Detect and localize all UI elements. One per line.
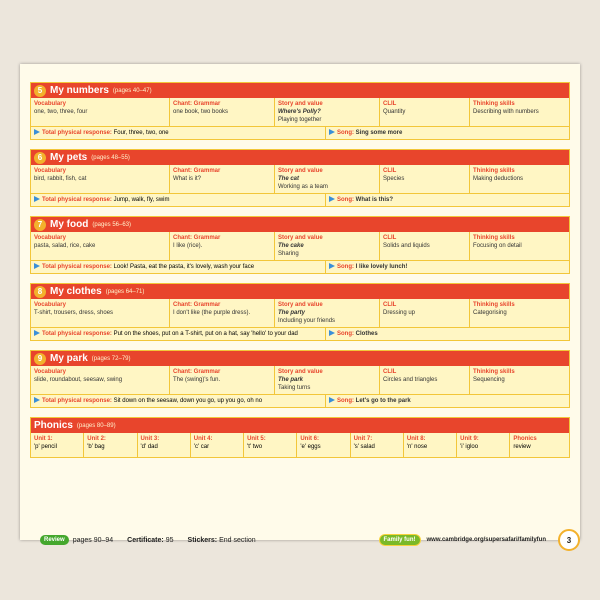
clil-header: CLIL xyxy=(383,369,397,375)
story-title: The cat xyxy=(278,176,300,182)
phonics-cell-header: Unit 5: xyxy=(247,436,266,442)
flag-icon xyxy=(34,397,40,403)
phonics-cell-value: 't' two xyxy=(247,444,263,450)
tpr-label: Total physical response: xyxy=(42,130,112,136)
vocabulary-cell xyxy=(31,98,170,126)
flag-icon xyxy=(329,196,335,202)
unit-block-8 xyxy=(30,283,570,341)
syllabus-page xyxy=(20,64,580,545)
thinking-header: Thinking skills xyxy=(473,369,515,375)
thinking-text: Describing with numbers xyxy=(473,109,539,115)
thinking-header: Thinking skills xyxy=(473,302,515,308)
chant-header: Chant: Grammar xyxy=(173,101,221,107)
thinking-text: Sequencing xyxy=(473,377,505,383)
chant-header: Chant: Grammar xyxy=(173,235,221,241)
stickers-label: Stickers: xyxy=(187,536,218,544)
thinking-text: Making deductions xyxy=(473,176,524,182)
unit-block-phonics xyxy=(30,417,570,458)
chant-text: The (swing)'s fun. xyxy=(173,377,221,383)
flag-icon xyxy=(34,330,40,336)
thinking-cell xyxy=(470,366,569,394)
unit-columns xyxy=(31,165,569,193)
story-value: Taking turns xyxy=(278,385,311,391)
phonics-cell-value: 's' salad xyxy=(353,444,375,450)
phonics-cell-value: 'b' bag xyxy=(87,444,105,450)
thinking-cell xyxy=(470,98,569,126)
phonics-cell-header: Unit 8: xyxy=(406,436,426,442)
clil-cell xyxy=(380,165,470,193)
unit-bottom-row xyxy=(31,126,569,139)
song-cell xyxy=(326,127,569,139)
vocabulary-header: Vocabulary xyxy=(34,168,66,174)
tpr-text: Put on the shoes, put on a T-shirt, put on a hat, say 'hello' to your dad xyxy=(113,331,298,337)
chant-header: Chant: Grammar xyxy=(173,168,221,174)
flag-icon xyxy=(329,129,335,135)
phonics-cell-value: 'd' dad xyxy=(140,444,158,450)
unit-number-badge: 8 xyxy=(34,286,46,298)
chant-cell xyxy=(170,98,275,126)
clil-header: CLIL xyxy=(383,235,397,241)
tpr-text: Sit down on the seesaw, down you go, up you go, oh no xyxy=(113,398,263,404)
song-title: Sing some more xyxy=(355,130,403,136)
story-value: Playing together xyxy=(278,117,322,123)
tpr-cell xyxy=(31,194,326,206)
thinking-text: Focusing on detail xyxy=(473,243,522,249)
tpr-text: Four, three, two, one xyxy=(113,130,169,136)
story-cell xyxy=(275,299,380,327)
flag-icon xyxy=(329,330,335,336)
unit-number-badge: 5 xyxy=(34,85,46,97)
chant-text: I like (rice). xyxy=(173,243,203,249)
unit-pages: (pages 64–71) xyxy=(105,288,145,295)
clil-cell xyxy=(380,299,470,327)
phonics-cell-header: Unit 9: xyxy=(460,436,479,442)
phonics-cell-header: Unit 3: xyxy=(140,436,160,442)
tpr-cell xyxy=(31,127,326,139)
unit-header xyxy=(31,418,569,433)
phonics-cell-value: review xyxy=(513,444,531,450)
story-value: Sharing xyxy=(278,251,299,257)
story-cell xyxy=(275,366,380,394)
clil-text: Species xyxy=(383,176,405,182)
phonics-cell-header: Unit 7: xyxy=(353,436,373,442)
flag-icon xyxy=(34,129,40,135)
unit-header xyxy=(31,217,569,232)
chant-cell xyxy=(170,165,275,193)
unit-pages: (pages 48–55) xyxy=(91,154,130,161)
thinking-cell xyxy=(470,232,569,260)
clil-header: CLIL xyxy=(383,302,397,308)
thinking-cell xyxy=(470,299,569,327)
unit-header xyxy=(31,150,569,165)
unit-block-9 xyxy=(30,350,570,408)
vocabulary-text: one, two, three, four xyxy=(34,109,88,115)
phonics-cell xyxy=(297,433,350,457)
chant-cell xyxy=(170,232,275,260)
tpr-text: Look! Pasta, eat the pasta, it's lovely, wash your face xyxy=(113,264,255,270)
unit-number-badge: 6 xyxy=(34,152,46,164)
phonics-cell xyxy=(84,433,137,457)
unit-bottom-row xyxy=(31,260,569,273)
family-fun-url[interactable]: www.cambridge.org/supersafari/familyfun xyxy=(426,537,546,543)
phonics-cell-header: Unit 1: xyxy=(34,436,53,442)
unit-bottom-row xyxy=(31,193,569,206)
phonics-cell xyxy=(31,433,84,457)
flag-icon xyxy=(329,397,335,403)
unit-number-badge: 7 xyxy=(34,219,46,231)
clil-text: Dressing up xyxy=(383,310,416,316)
unit-pages: (pages 56–63) xyxy=(92,221,132,228)
song-cell xyxy=(326,395,569,407)
song-label: Song: xyxy=(337,398,354,404)
vocabulary-text: pasta, salad, rice, cake xyxy=(34,243,96,249)
footer xyxy=(40,530,580,550)
unit-columns xyxy=(31,366,569,394)
unit-header xyxy=(31,83,569,98)
story-cell xyxy=(275,165,380,193)
thinking-cell xyxy=(470,165,569,193)
phonics-cell-value: 'c' car xyxy=(193,444,210,450)
certificate-label: Certificate: xyxy=(127,536,164,544)
tpr-text: Jump, walk, fly, swim xyxy=(113,197,170,203)
phonics-cell-header: Unit 2: xyxy=(87,436,106,442)
phonics-cell xyxy=(138,433,191,457)
story-header: Story and value xyxy=(278,101,323,107)
vocabulary-cell xyxy=(31,299,170,327)
clil-cell xyxy=(380,366,470,394)
story-title: The party xyxy=(278,310,306,316)
review-pages: pages 90–94 xyxy=(72,536,114,544)
song-title: Clothes xyxy=(355,331,378,337)
unit-bottom-row xyxy=(31,327,569,340)
clil-header: CLIL xyxy=(383,101,397,107)
tpr-cell xyxy=(31,261,326,273)
story-cell xyxy=(275,98,380,126)
phonics-cell xyxy=(510,433,569,457)
unit-pages: (pages 80–89) xyxy=(76,422,116,429)
tpr-label: Total physical response: xyxy=(42,398,112,404)
song-cell xyxy=(326,261,569,273)
review-badge: Review xyxy=(40,535,69,545)
unit-columns xyxy=(31,98,569,126)
tpr-cell xyxy=(31,328,326,340)
phonics-cell-header: Unit 4: xyxy=(193,436,213,442)
story-title: The park xyxy=(278,377,304,383)
flag-icon xyxy=(34,263,40,269)
flag-icon xyxy=(34,196,40,202)
unit-title: Phonics xyxy=(34,420,73,431)
vocabulary-header: Vocabulary xyxy=(34,101,66,107)
phonics-cell xyxy=(244,433,297,457)
song-label: Song: xyxy=(337,197,354,203)
vocabulary-cell xyxy=(31,366,170,394)
thinking-header: Thinking skills xyxy=(473,235,515,241)
story-title: The cake xyxy=(278,243,304,249)
tpr-cell xyxy=(31,395,326,407)
stickers-value: End section xyxy=(219,536,256,544)
song-label: Song: xyxy=(337,264,354,270)
clil-cell xyxy=(380,98,470,126)
phonics-cell-value: 'p' pencil xyxy=(34,444,57,450)
tpr-label: Total physical response: xyxy=(42,197,112,203)
unit-title: My food xyxy=(50,219,89,230)
song-label: Song: xyxy=(337,130,354,136)
story-header: Story and value xyxy=(278,235,323,241)
vocabulary-text: T-shirt, trousers, dress, shoes xyxy=(34,310,114,316)
clil-text: Quantity xyxy=(383,109,406,115)
clil-cell xyxy=(380,232,470,260)
unit-pages: (pages 72–79) xyxy=(91,355,131,362)
clil-text: Solids and liquids xyxy=(383,243,430,249)
unit-block-6 xyxy=(30,149,570,207)
song-cell xyxy=(326,194,569,206)
units-container xyxy=(30,82,572,545)
clil-header: CLIL xyxy=(383,168,397,174)
unit-columns xyxy=(31,299,569,327)
unit-pages: (pages 40–47) xyxy=(112,87,152,94)
story-header: Story and value xyxy=(278,168,323,174)
chant-text: one book, two books xyxy=(173,109,229,115)
song-title: What is this? xyxy=(355,197,394,203)
phonics-cell-value: 'n' nose xyxy=(406,444,428,450)
phonics-cell-value: 'e' eggs xyxy=(300,444,321,450)
vocabulary-header: Vocabulary xyxy=(34,235,66,241)
unit-header xyxy=(31,351,569,366)
flag-icon xyxy=(329,263,335,269)
chant-header: Chant: Grammar xyxy=(173,302,221,308)
phonics-cell-header: Phonics xyxy=(513,436,537,442)
vocabulary-text: bird, rabbit, fish, cat xyxy=(34,176,87,182)
vocabulary-header: Vocabulary xyxy=(34,302,66,308)
vocabulary-cell xyxy=(31,232,170,260)
unit-title: My numbers xyxy=(50,85,109,96)
phonics-cell xyxy=(191,433,244,457)
story-cell xyxy=(275,232,380,260)
song-cell xyxy=(326,328,569,340)
song-label: Song: xyxy=(337,331,354,337)
unit-bottom-row xyxy=(31,394,569,407)
story-value: Including your friends xyxy=(278,318,336,324)
story-value: Working as a team xyxy=(278,184,328,190)
unit-title: My park xyxy=(50,353,88,364)
phonics-cell-value: 'i' igloo xyxy=(460,444,479,450)
thinking-header: Thinking skills xyxy=(473,101,515,107)
vocabulary-text: slide, roundabout, seesaw, swing xyxy=(34,377,123,383)
page-number: 3 xyxy=(558,529,580,551)
unit-title: My pets xyxy=(50,152,88,163)
phonics-cell xyxy=(351,433,404,457)
unit-number-badge: 9 xyxy=(34,353,46,365)
tpr-label: Total physical response: xyxy=(42,331,112,337)
phonics-cell xyxy=(457,433,510,457)
chant-text: I don't like (the purple dress). xyxy=(173,310,251,316)
clil-text: Circles and triangles xyxy=(383,377,438,383)
song-title: Let's go to the park xyxy=(355,398,411,404)
tpr-label: Total physical response: xyxy=(42,264,112,270)
story-header: Story and value xyxy=(278,302,323,308)
chant-text: What is it? xyxy=(173,176,202,182)
chant-cell xyxy=(170,299,275,327)
unit-block-7 xyxy=(30,216,570,274)
unit-header xyxy=(31,284,569,299)
certificate-value: 95 xyxy=(165,536,174,544)
unit-block-5 xyxy=(30,82,570,140)
thinking-text: Categorising xyxy=(473,310,507,316)
chant-header: Chant: Grammar xyxy=(173,369,221,375)
unit-title: My clothes xyxy=(50,286,102,297)
phonics-cell-header: Unit 6: xyxy=(300,436,319,442)
phonics-cell xyxy=(404,433,457,457)
chant-cell xyxy=(170,366,275,394)
story-header: Story and value xyxy=(278,369,323,375)
song-title: I like lovely lunch! xyxy=(355,264,408,270)
story-title: Where's Polly? xyxy=(278,109,321,115)
vocabulary-cell xyxy=(31,165,170,193)
phonics-row xyxy=(31,433,569,457)
vocabulary-header: Vocabulary xyxy=(34,369,66,375)
thinking-header: Thinking skills xyxy=(473,168,515,174)
unit-columns xyxy=(31,232,569,260)
family-fun-logo: Family fun! xyxy=(379,534,421,546)
